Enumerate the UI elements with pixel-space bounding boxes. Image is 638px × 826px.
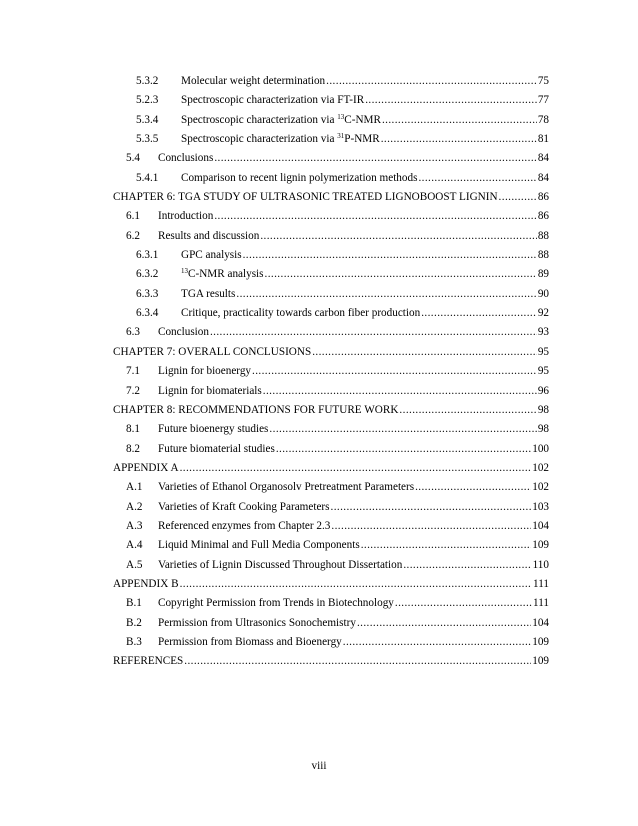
toc-entry-page: 77 <box>537 94 549 107</box>
toc-entry-number: B.3 <box>126 635 142 648</box>
dot-leader <box>421 304 537 323</box>
toc-entry-title-part: C-NMR <box>344 113 381 126</box>
toc-entry-title: Permission from Biomass and Bioenergy <box>158 635 342 648</box>
toc-entry-title-part: Spectroscopic characterization via <box>181 133 338 146</box>
toc-entry[interactable] <box>113 343 549 362</box>
toc-entry-title <box>181 130 380 149</box>
toc-entry[interactable] <box>113 440 549 459</box>
toc-entry-number: 6.3.4 <box>136 307 159 320</box>
toc-entry-page: 90 <box>537 287 549 300</box>
toc-entry[interactable] <box>113 227 549 246</box>
toc-entry-title: Results and discussion <box>158 229 260 242</box>
toc-entry-title: Critique, practicality towards carbon fiber production <box>181 307 421 320</box>
toc-entry-page: 88 <box>537 249 549 262</box>
dot-leader <box>365 91 537 110</box>
dot-leader <box>361 536 532 555</box>
toc-entry-page: 75 <box>537 75 549 87</box>
toc-entry-page: 100 <box>532 442 549 455</box>
toc-entry[interactable] <box>113 188 549 207</box>
toc-entry-page: 95 <box>537 345 549 358</box>
toc-entry-title: Conclusion <box>158 326 209 339</box>
toc-entry-number: 6.3.1 <box>136 249 159 262</box>
toc-entry-number: 6.3.2 <box>136 268 159 281</box>
toc-entry-page: 81 <box>537 133 549 146</box>
toc-entry-page: 103 <box>532 500 549 513</box>
toc-entry-page: 92 <box>537 307 549 320</box>
toc-entry[interactable] <box>113 304 549 323</box>
dot-leader <box>265 265 537 284</box>
toc-entry[interactable] <box>113 130 549 149</box>
dot-leader <box>180 459 532 478</box>
toc-entry-number: 8.2 <box>126 442 140 455</box>
dot-leader <box>184 652 531 671</box>
toc-entry-title: Future bioenergy studies <box>158 423 269 436</box>
toc-entry[interactable] <box>113 91 549 110</box>
toc-entry-title: Varieties of Kraft Cooking Parameters <box>158 500 330 513</box>
toc-entry-title: GPC analysis <box>181 249 242 262</box>
toc-entry[interactable] <box>113 594 549 613</box>
toc-entry-page: 110 <box>532 558 549 571</box>
toc-entry-title: Lignin for biomaterials <box>158 384 262 397</box>
toc-entry[interactable] <box>113 575 549 594</box>
toc-entry-title: Copyright Permission from Trends in Biotechnology <box>158 597 394 610</box>
toc-entry-title <box>181 111 381 130</box>
toc-entry-title: Molecular weight determination <box>181 75 326 87</box>
toc-entry-page: 104 <box>532 616 549 629</box>
toc-entry-title-part: P-NMR <box>344 133 380 146</box>
dot-leader <box>418 169 536 188</box>
dot-leader <box>263 382 537 401</box>
toc-entry-number: 6.1 <box>126 210 140 223</box>
toc-entry-title: Varieties of Ethanol Organosolv Pretreatment Parameters <box>158 481 415 494</box>
toc-entry[interactable] <box>113 323 549 342</box>
toc-entry[interactable] <box>113 633 549 652</box>
superscript-isotope: 31 <box>337 132 345 141</box>
toc-entry-title: CHAPTER 7: OVERALL CONCLUSIONS <box>113 345 312 358</box>
toc-entry-title: CHAPTER 8: RECOMMENDATIONS FOR FUTURE WORK <box>113 403 399 416</box>
toc-entry-number: 6.2 <box>126 229 140 242</box>
dot-leader <box>403 556 531 575</box>
toc-entry[interactable] <box>113 556 549 575</box>
toc-entry-number: 5.4.1 <box>136 171 159 184</box>
toc-entry-title: REFERENCES <box>113 655 184 668</box>
toc-entry-number: 7.2 <box>126 384 140 397</box>
toc-entry[interactable] <box>113 246 549 265</box>
toc-entry-page: 109 <box>532 635 549 648</box>
toc-entry-title: Referenced enzymes from Chapter 2.3 <box>158 519 331 532</box>
dot-leader <box>276 440 531 459</box>
page-number-footer: viii <box>311 760 327 772</box>
toc-entry[interactable] <box>113 285 549 304</box>
dot-leader <box>326 72 537 91</box>
toc-entry-page: 78 <box>537 113 549 126</box>
toc-entry[interactable] <box>113 382 549 401</box>
toc-entry-page: 98 <box>537 403 549 416</box>
dot-leader <box>395 594 532 613</box>
toc-entry-number: A.4 <box>126 539 143 552</box>
dot-leader <box>357 614 531 633</box>
toc-entry[interactable] <box>113 149 549 168</box>
toc-entry-page: 86 <box>537 191 549 204</box>
toc-entry-page: 111 <box>533 577 549 590</box>
toc-entry-number: A.5 <box>126 558 143 571</box>
toc-entry[interactable] <box>113 459 549 478</box>
toc-entry-number: A.1 <box>126 481 143 494</box>
toc-entry-title <box>181 265 264 284</box>
toc-entry-number: 6.3.3 <box>136 287 159 300</box>
toc-entry[interactable] <box>113 536 549 555</box>
dot-leader <box>399 401 536 420</box>
toc-entry-number: 5.3.5 <box>136 133 159 146</box>
toc-entry-title: Liquid Minimal and Full Media Components <box>158 539 360 552</box>
dot-leader <box>269 420 536 439</box>
toc-entry-title: APPENDIX A <box>113 461 179 474</box>
toc-entry-title: Conclusions <box>158 152 214 165</box>
toc-entry-page: 86 <box>537 210 549 223</box>
toc-entry-number: B.1 <box>126 597 142 610</box>
toc-entry-title: Future biomaterial studies <box>158 442 275 455</box>
toc-entry-title: Permission from Ultrasonics Sonochemistry <box>158 616 356 629</box>
toc-entry-title: Introduction <box>158 210 214 223</box>
table-of-contents <box>113 72 549 672</box>
toc-entry[interactable] <box>113 169 549 188</box>
dot-leader <box>214 149 536 168</box>
dot-leader <box>331 517 531 536</box>
dot-leader <box>343 633 531 652</box>
toc-entry[interactable] <box>113 652 549 671</box>
dot-leader <box>382 111 537 130</box>
toc-entry-title: TGA results <box>181 287 236 300</box>
dot-leader <box>331 498 532 517</box>
toc-entry-title: Comparison to recent lignin polymerization methods <box>181 171 418 184</box>
dot-leader <box>236 285 536 304</box>
toc-entry-page: 98 <box>537 423 549 436</box>
toc-entry-title-part: Spectroscopic characterization via <box>181 113 338 126</box>
toc-entry-page: 88 <box>537 229 549 242</box>
toc-entry-title: Spectroscopic characterization via FT-IR <box>181 94 365 107</box>
toc-entry-number: 5.4 <box>126 152 140 165</box>
toc-entry-page: 111 <box>533 597 549 610</box>
dot-leader <box>214 207 537 226</box>
toc-entry-title: CHAPTER 6: TGA STUDY OF ULTRASONIC TREATED LIGNOBOOST LIGNIN <box>113 191 498 204</box>
dot-leader <box>252 362 537 381</box>
toc-entry-number: A.2 <box>126 500 143 513</box>
toc-entry[interactable] <box>113 498 549 517</box>
dot-leader <box>210 323 537 342</box>
toc-entry-page: 102 <box>532 481 549 494</box>
dot-leader <box>312 343 537 362</box>
toc-entry-page: 84 <box>537 171 549 184</box>
toc-entry-number: 7.1 <box>126 365 140 378</box>
toc-entry-page: 104 <box>532 519 549 532</box>
toc-entry-title: APPENDIX B <box>113 577 179 590</box>
toc-entry-page: 109 <box>532 539 549 552</box>
toc-entry-number: 5.3.2 <box>136 75 159 87</box>
toc-entry[interactable] <box>113 401 549 420</box>
dot-leader <box>381 130 537 149</box>
toc-entry-number: 5.2.3 <box>136 94 159 107</box>
toc-entry-number: B.2 <box>126 616 142 629</box>
toc-entry-page: 84 <box>537 152 549 165</box>
toc-entry-page: 109 <box>532 655 549 668</box>
dot-leader <box>180 575 532 594</box>
toc-entry-title: Lignin for bioenergy <box>158 365 252 378</box>
dot-leader <box>415 478 531 497</box>
superscript-isotope: 13 <box>337 112 345 121</box>
toc-entry-page: 95 <box>537 365 549 378</box>
toc-entry-page: 102 <box>532 461 549 474</box>
dot-leader <box>499 188 537 207</box>
toc-entry-page: 93 <box>537 326 549 339</box>
toc-entry-number: 8.1 <box>126 423 140 436</box>
toc-entry[interactable] <box>113 111 549 130</box>
toc-entry-title: Varieties of Lignin Discussed Throughout Dissertation <box>158 558 403 571</box>
toc-entry[interactable] <box>113 420 549 439</box>
toc-entry[interactable] <box>113 517 549 536</box>
toc-entry-title-part: C-NMR analysis <box>188 268 264 281</box>
toc-entry-page: 89 <box>537 268 549 281</box>
toc-entry-page: 96 <box>537 384 549 397</box>
dot-leader <box>243 246 537 265</box>
toc-entry[interactable] <box>113 265 549 284</box>
toc-entry[interactable] <box>113 207 549 226</box>
toc-entry-number: 5.3.4 <box>136 113 159 126</box>
toc-entry[interactable] <box>113 478 549 497</box>
toc-entry-number: 6.3 <box>126 326 140 339</box>
toc-entry-number: A.3 <box>126 519 143 532</box>
toc-entry[interactable] <box>113 72 549 91</box>
superscript-isotope: 13 <box>181 267 188 276</box>
dot-leader <box>260 227 537 246</box>
toc-entry[interactable] <box>113 614 549 633</box>
toc-entry[interactable] <box>113 362 549 381</box>
